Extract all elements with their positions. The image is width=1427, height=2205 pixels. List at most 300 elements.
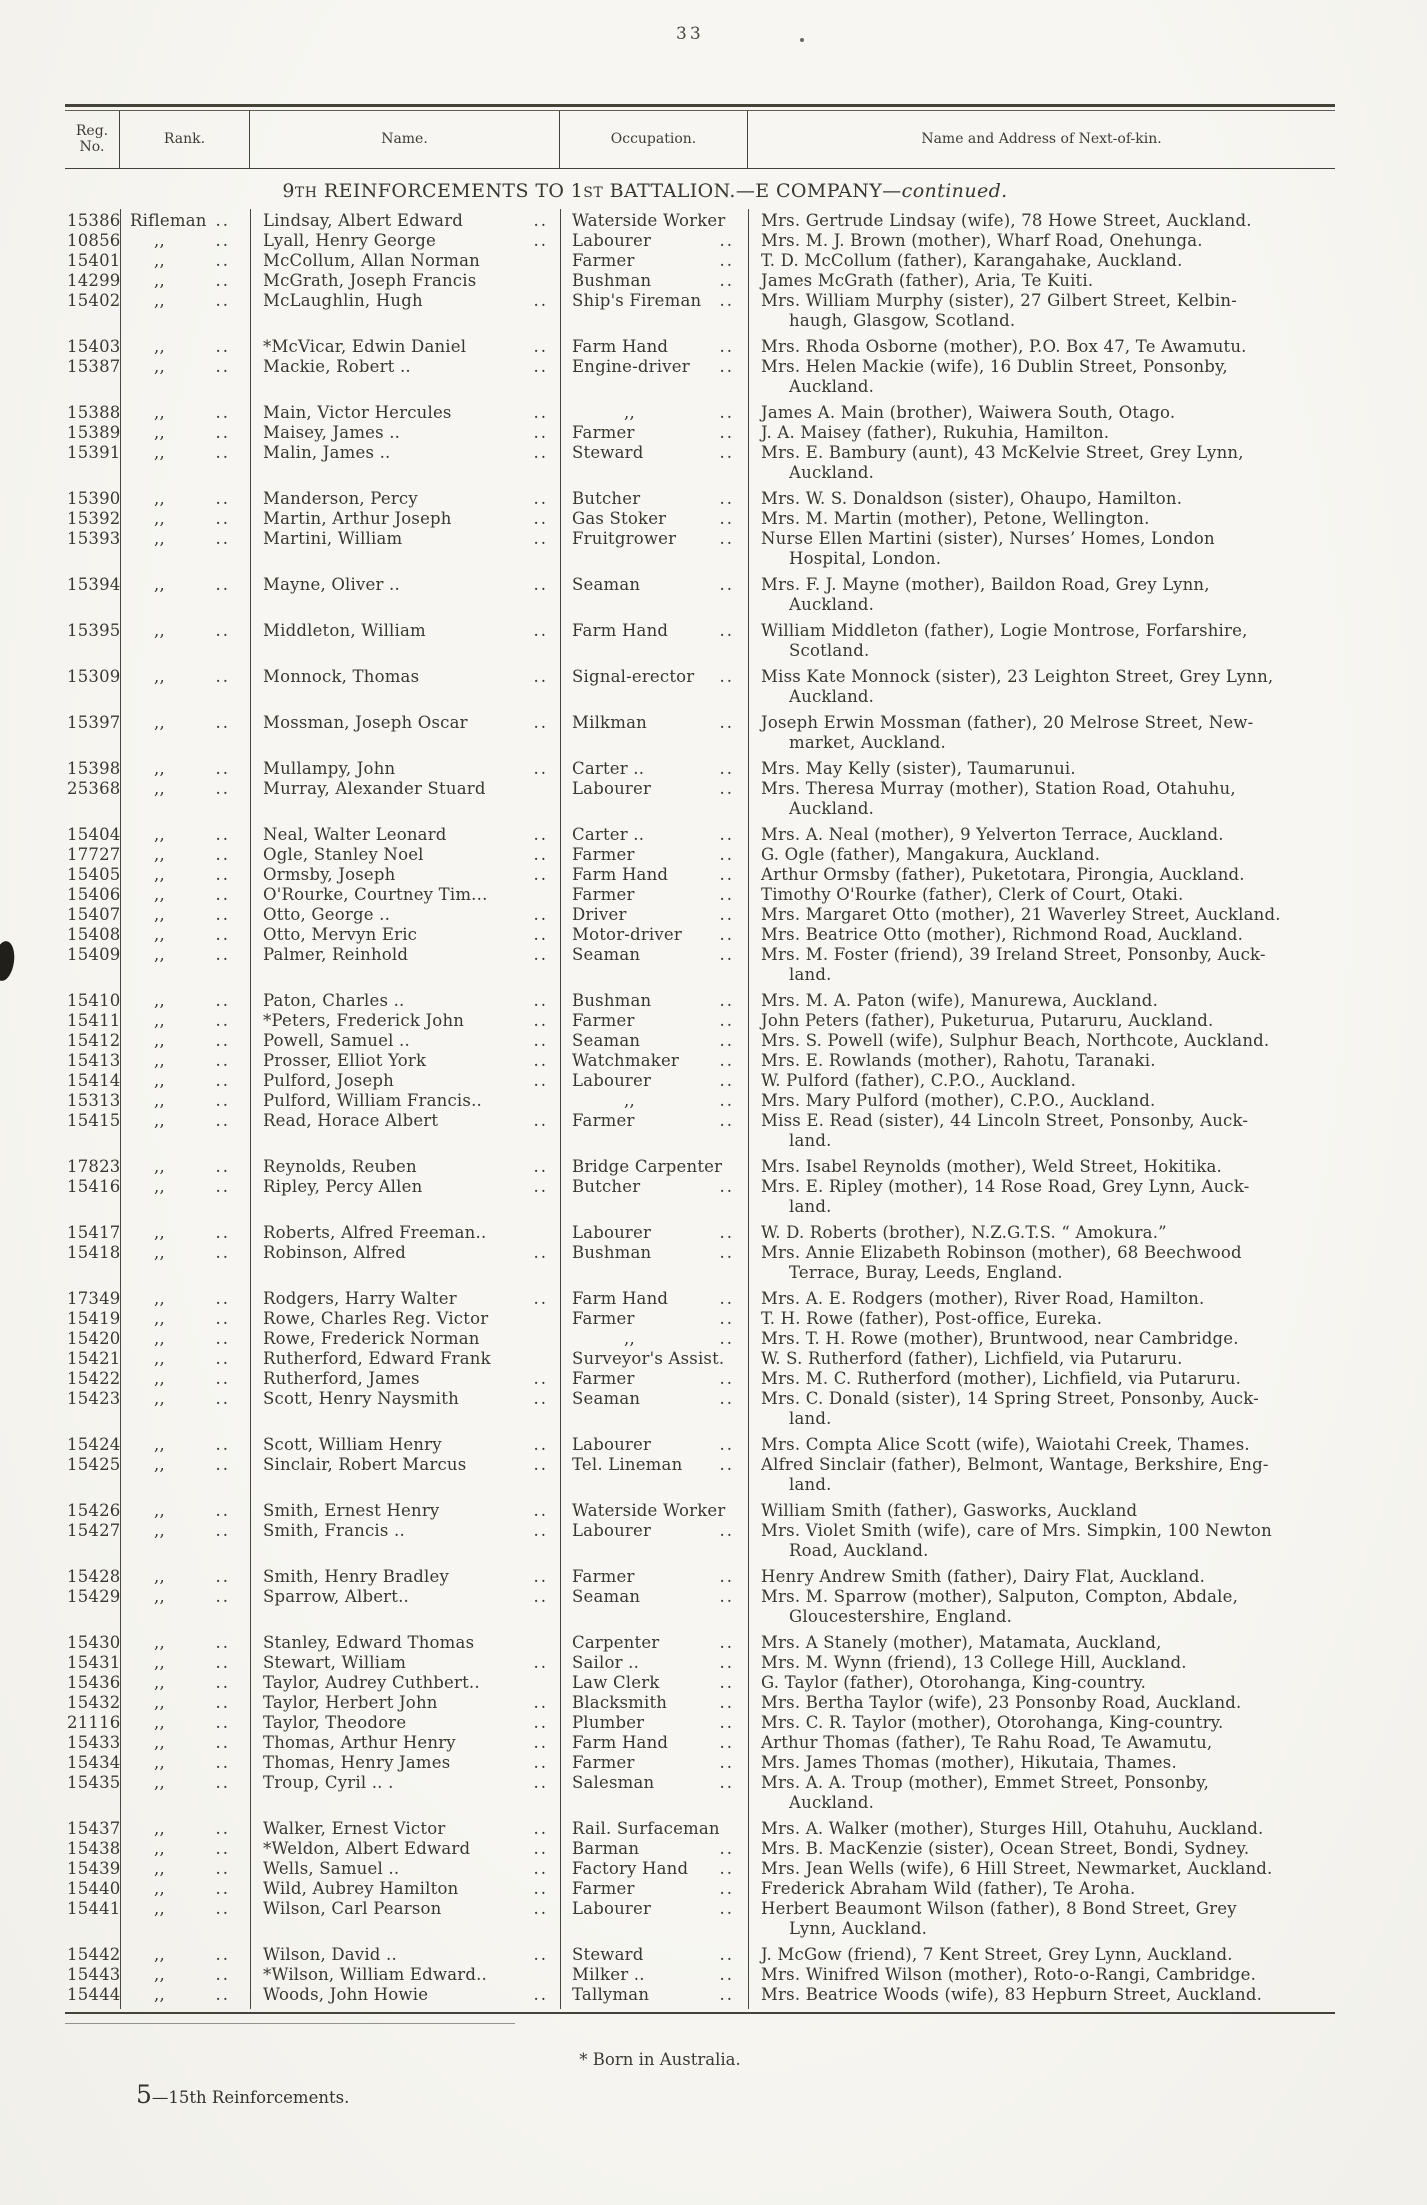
header-name: Name. [250, 111, 560, 168]
leader-dots: .. [719, 1839, 734, 1859]
name-value: Palmer, Reinhold [263, 945, 409, 965]
next-of-kin-cell [748, 1349, 1335, 1369]
leader-dots: .. [719, 1223, 734, 1243]
name-value: Ripley, Percy Allen [263, 1177, 423, 1197]
occupation-cell [560, 991, 748, 1011]
next-of-kin-line: land. [789, 1197, 832, 1217]
rank-cell [120, 231, 250, 251]
section-title [10, 169, 1280, 209]
next-of-kin-cell [748, 667, 1335, 707]
leader-dots: .. [719, 443, 734, 463]
occupation-value: Seaman [572, 1587, 641, 1607]
leader-dots: .. [719, 1859, 734, 1879]
next-of-kin-cell [748, 621, 1335, 661]
reg-no-cell: 15392 [67, 509, 121, 529]
leader-dots: .. [533, 1753, 548, 1773]
next-of-kin-line: Miss E. Read (sister), 44 Lincoln Street, Ponsonby, Auck- [761, 1111, 1249, 1131]
leader-dots: .. [533, 423, 548, 443]
occupation-cell [560, 1713, 748, 1733]
next-of-kin-cell [748, 1965, 1335, 1985]
next-of-kin-cell [748, 231, 1335, 251]
reg-no-cell: 15407 [67, 905, 121, 925]
rank-value: ,, [154, 575, 165, 595]
table-row [65, 1567, 1335, 1587]
name-value: Taylor, Theodore [263, 1713, 407, 1733]
occupation-value: Steward [572, 1945, 644, 1965]
next-of-kin-line: Arthur Thomas (father), Te Rahu Road, Te Awamutu, [761, 1733, 1213, 1753]
next-of-kin-cell [748, 825, 1335, 845]
rank-value: ,, [154, 1819, 165, 1839]
name-cell [250, 575, 560, 615]
rank-cell [120, 1309, 250, 1329]
name-value: Lindsay, Albert Edward [263, 211, 464, 231]
name-cell [250, 1071, 560, 1091]
rank-value: ,, [154, 1369, 165, 1389]
rank-cell [120, 945, 250, 985]
leader-dots: .. [719, 1653, 734, 1673]
next-of-kin-line: W. Pulford (father), C.P.O., Auckland. [761, 1071, 1077, 1091]
name-value: McLaughlin, Hugh [263, 291, 423, 311]
name-value: McCollum, Allan Norman [263, 251, 480, 271]
rank-cell [120, 1071, 250, 1091]
rank-value: ,, [154, 1051, 165, 1071]
name-cell [250, 1773, 560, 1813]
rank-value: ,, [154, 1753, 165, 1773]
leader-dots: .. [719, 865, 734, 885]
next-of-kin-line: Mrs. Compta Alice Scott (wife), Waiotahi Creek, Thames. [761, 1435, 1250, 1455]
name-value: Thomas, Arthur Henry [263, 1733, 456, 1753]
next-of-kin-cell [748, 1633, 1335, 1653]
rank-value: ,, [154, 1633, 165, 1653]
next-of-kin-cell [748, 1773, 1335, 1813]
rank-value: ,, [154, 291, 165, 311]
next-of-kin-line: Gloucestershire, England. [789, 1607, 1013, 1627]
leader-dots: .. [533, 529, 548, 549]
table-row [65, 1879, 1335, 1899]
name-cell [250, 991, 560, 1011]
next-of-kin-line: Auckland. [789, 595, 875, 615]
occupation-value: ,, [624, 1091, 635, 1111]
table-row [65, 667, 1335, 707]
occupation-cell [560, 1819, 748, 1839]
reg-no-cell: 17349 [67, 1289, 121, 1309]
next-of-kin-line: Mrs. E. Ripley (mother), 14 Rose Road, Grey Lynn, Auck- [761, 1177, 1250, 1197]
name-value: Scott, William Henry [263, 1435, 442, 1455]
name-cell [250, 621, 560, 661]
name-value: *Weldon, Albert Edward [263, 1839, 471, 1859]
rank-cell [120, 1819, 250, 1839]
rank-cell [120, 1879, 250, 1899]
table-row [65, 1289, 1335, 1309]
leader-dots: .. [719, 779, 734, 799]
rank-cell [120, 1521, 250, 1561]
rank-value: ,, [154, 403, 165, 423]
leader-dots: .. [533, 1455, 548, 1475]
next-of-kin-line: Mrs. A. Neal (mother), 9 Yelverton Terrace, Auckland. [761, 825, 1224, 845]
name-cell [250, 271, 560, 291]
occupation-cell [560, 1031, 748, 1051]
leader-dots: .. [215, 1693, 230, 1713]
rank-cell [120, 403, 250, 423]
occupation-cell [560, 1435, 748, 1455]
next-of-kin-cell [748, 905, 1335, 925]
rank-cell [120, 1859, 250, 1879]
next-of-kin-line: John Peters (father), Puketurua, Putaruru, Auckland. [761, 1011, 1214, 1031]
occupation-cell [560, 1633, 748, 1653]
name-value: *Peters, Frederick John [263, 1011, 465, 1031]
leader-dots: .. [719, 905, 734, 925]
occupation-cell [560, 1567, 748, 1587]
leader-dots: .. [719, 1435, 734, 1455]
next-of-kin-cell [748, 271, 1335, 291]
occupation-cell [560, 1011, 748, 1031]
leader-dots: .. [533, 1859, 548, 1879]
leader-dots: .. [719, 489, 734, 509]
name-cell [250, 1157, 560, 1177]
table-row [65, 1693, 1335, 1713]
leader-dots: .. [719, 231, 734, 251]
name-value: Wild, Aubrey Hamilton [263, 1879, 459, 1899]
rank-cell [120, 1633, 250, 1653]
leader-dots: .. [215, 1653, 230, 1673]
occupation-value: Farmer [572, 1369, 635, 1389]
leader-dots: .. [533, 865, 548, 885]
name-value: Rodgers, Harry Walter [263, 1289, 457, 1309]
reg-no-cell: 15405 [67, 865, 121, 885]
title-continued: continued. [901, 180, 1008, 203]
reg-no-cell: 21116 [67, 1713, 121, 1733]
occupation-value: Watchmaker [572, 1051, 679, 1071]
reg-no-cell: 15425 [67, 1455, 121, 1475]
next-of-kin-line: Mrs. Jean Wells (wife), 6 Hill Street, Newmarket, Auckland. [761, 1859, 1273, 1879]
footer-signature-number: 5 [136, 2080, 152, 2109]
next-of-kin-line: Mrs. M. Wynn (friend), 13 College Hill, Auckland. [761, 1653, 1187, 1673]
name-value: Stewart, William [263, 1653, 407, 1673]
table-row [65, 925, 1335, 945]
leader-dots: .. [215, 825, 230, 845]
next-of-kin-cell [748, 1329, 1335, 1349]
rank-value: ,, [154, 1435, 165, 1455]
name-value: Powell, Samuel .. [263, 1031, 410, 1051]
table-row [65, 779, 1335, 819]
occupation-value: Factory Hand [572, 1859, 689, 1879]
name-value: Mackie, Robert .. [263, 357, 411, 377]
next-of-kin-line: Mrs. Violet Smith (wife), care of Mrs. Simpkin, 100 Newton [761, 1521, 1272, 1541]
next-of-kin-cell [748, 1369, 1335, 1389]
rank-cell [120, 845, 250, 865]
reg-no-cell: 15404 [67, 825, 121, 845]
reg-no-cell: 15408 [67, 925, 121, 945]
name-cell [250, 1011, 560, 1031]
leader-dots: .. [215, 1521, 230, 1541]
leader-dots: .. [215, 885, 230, 905]
rank-cell [120, 1349, 250, 1369]
next-of-kin-line: Nurse Ellen Martini (sister), Nurses’ Homes, London [761, 529, 1215, 549]
next-of-kin-line: Mrs. Winifred Wilson (mother), Roto-o-Rangi, Cambridge. [761, 1965, 1257, 1985]
leader-dots: .. [533, 1653, 548, 1673]
next-of-kin-cell [748, 779, 1335, 819]
name-cell [250, 1819, 560, 1839]
next-of-kin-cell [748, 713, 1335, 753]
rank-cell [120, 1567, 250, 1587]
name-cell [250, 845, 560, 865]
occupation-cell [560, 1673, 748, 1693]
next-of-kin-line: James McGrath (father), Aria, Te Kuiti. [761, 271, 1094, 291]
name-cell [250, 489, 560, 509]
rank-value: ,, [154, 825, 165, 845]
leader-dots: .. [215, 1713, 230, 1733]
rank-cell [120, 211, 250, 231]
leader-dots: .. [719, 1773, 734, 1793]
next-of-kin-cell [748, 1567, 1335, 1587]
rank-value: ,, [154, 1587, 165, 1607]
leader-dots: .. [533, 1111, 548, 1131]
leader-dots: .. [719, 1521, 734, 1541]
leader-dots: .. [533, 1879, 548, 1899]
name-cell [250, 1653, 560, 1673]
leader-dots: .. [215, 291, 230, 311]
occupation-value: Law Clerk [572, 1673, 660, 1693]
name-cell [250, 403, 560, 423]
table-row [65, 1633, 1335, 1653]
occupation-value: Farmer [572, 1879, 635, 1899]
table-row [65, 825, 1335, 845]
name-value: Rowe, Charles Reg. Victor [263, 1309, 489, 1329]
leader-dots: .. [533, 443, 548, 463]
occupation-cell [560, 905, 748, 925]
rank-cell [120, 1773, 250, 1813]
rank-cell [120, 825, 250, 845]
leader-dots: .. [215, 1733, 230, 1753]
name-cell [250, 759, 560, 779]
occupation-cell [560, 1349, 748, 1369]
rank-value: ,, [154, 1329, 165, 1349]
next-of-kin-line: Mrs. C. Donald (sister), 14 Spring Street, Ponsonby, Auck- [761, 1389, 1259, 1409]
next-of-kin-cell [748, 1157, 1335, 1177]
occupation-value: Plumber [572, 1713, 645, 1733]
leader-dots: .. [215, 925, 230, 945]
rank-cell [120, 443, 250, 483]
leader-dots: .. [719, 1369, 734, 1389]
next-of-kin-cell [748, 1713, 1335, 1733]
table-bottom-rule [65, 2012, 1335, 2014]
next-of-kin-line: Mrs. Rhoda Osborne (mother), P.O. Box 47, Te Awamutu. [761, 337, 1247, 357]
name-cell [250, 825, 560, 845]
reg-no-cell: 15424 [67, 1435, 121, 1455]
rank-value: ,, [154, 1501, 165, 1521]
next-of-kin-line: Miss Kate Monnock (sister), 23 Leighton Street, Grey Lynn, [761, 667, 1274, 687]
leader-dots: .. [215, 713, 230, 733]
reg-no-cell: 15413 [67, 1051, 121, 1071]
reg-no-cell: 15438 [67, 1839, 121, 1859]
table-row [65, 1309, 1335, 1329]
rank-value: ,, [154, 1945, 165, 1965]
leader-dots: .. [215, 1945, 230, 1965]
name-value: Paton, Charles .. [263, 991, 405, 1011]
next-of-kin-line: Mrs. M. A. Paton (wife), Manurewa, Auckland. [761, 991, 1159, 1011]
name-value: Martini, William [263, 529, 403, 549]
leader-dots: .. [533, 1071, 548, 1091]
table-header-row [65, 111, 1335, 168]
reg-no-cell: 15402 [67, 291, 121, 311]
reg-no-cell: 15411 [67, 1011, 121, 1031]
occupation-cell [560, 1985, 748, 2005]
occupation-cell [560, 945, 748, 985]
reg-no-cell: 15433 [67, 1733, 121, 1753]
next-of-kin-line: Mrs. Theresa Murray (mother), Station Road, Otahuhu, [761, 779, 1236, 799]
name-cell [250, 1309, 560, 1329]
next-of-kin-cell [748, 1031, 1335, 1051]
leader-dots: .. [215, 1773, 230, 1793]
next-of-kin-cell [748, 357, 1335, 397]
leader-dots: .. [215, 1435, 230, 1455]
occupation-value: Seaman [572, 1389, 641, 1409]
column-divider [748, 209, 749, 2009]
printer-footer [136, 2080, 349, 2109]
rank-value: ,, [154, 1965, 165, 1985]
next-of-kin-cell [748, 885, 1335, 905]
occupation-value: Salesman [572, 1773, 655, 1793]
leader-dots: .. [215, 905, 230, 925]
name-value: Stanley, Edward Thomas [263, 1633, 475, 1653]
table-row [65, 1673, 1335, 1693]
leader-dots: .. [533, 1819, 548, 1839]
reg-no-cell: 15409 [67, 945, 121, 965]
occupation-value: Surveyor's Assist. [572, 1349, 725, 1369]
next-of-kin-line: Mrs. M. Foster (friend), 39 Ireland Street, Ponsonby, Auck- [761, 945, 1266, 965]
reg-no-cell: 15422 [67, 1369, 121, 1389]
name-cell [250, 1633, 560, 1653]
rank-cell [120, 991, 250, 1011]
occupation-cell [560, 509, 748, 529]
rank-value: ,, [154, 1713, 165, 1733]
leader-dots: .. [533, 231, 548, 251]
leader-dots: .. [215, 1859, 230, 1879]
name-value: Sinclair, Robert Marcus [263, 1455, 467, 1475]
table-row [65, 1899, 1335, 1939]
rank-cell [120, 1753, 250, 1773]
name-cell [250, 291, 560, 331]
reg-no-cell: 15431 [67, 1653, 121, 1673]
next-of-kin-cell [748, 1243, 1335, 1283]
name-cell [250, 1839, 560, 1859]
next-of-kin-cell [748, 211, 1335, 231]
rank-value: ,, [154, 423, 165, 443]
reg-no-cell: 15419 [67, 1309, 121, 1329]
next-of-kin-line: Mrs. C. R. Taylor (mother), Otorohanga, King-country. [761, 1713, 1224, 1733]
rank-value: ,, [154, 865, 165, 885]
next-of-kin-cell [748, 1111, 1335, 1151]
next-of-kin-line: Mrs. A. E. Rodgers (mother), River Road, Hamilton. [761, 1289, 1205, 1309]
leader-dots: .. [533, 1051, 548, 1071]
leader-dots: .. [533, 357, 548, 377]
rank-cell [120, 337, 250, 357]
occupation-value: Sailor .. [572, 1653, 640, 1673]
leader-dots: .. [215, 1011, 230, 1031]
leader-dots: .. [719, 357, 734, 377]
next-of-kin-line: Mrs. F. J. Mayne (mother), Baildon Road, Grey Lynn, [761, 575, 1210, 595]
occupation-cell [560, 1501, 748, 1521]
leader-dots: .. [533, 489, 548, 509]
occupation-cell [560, 529, 748, 569]
name-cell [250, 1965, 560, 1985]
name-value: Scott, Henry Naysmith [263, 1389, 459, 1409]
rank-value: ,, [154, 529, 165, 549]
occupation-cell [560, 231, 748, 251]
next-of-kin-cell [748, 403, 1335, 423]
reg-no-cell: 15403 [67, 337, 121, 357]
reg-no-cell: 15435 [67, 1773, 121, 1793]
leader-dots: .. [215, 1091, 230, 1111]
leader-dots: .. [215, 1839, 230, 1859]
occupation-cell [560, 1389, 748, 1429]
occupation-cell [560, 621, 748, 661]
next-of-kin-line: W. S. Rutherford (father), Lichfield, via Putaruru. [761, 1349, 1183, 1369]
table-row [65, 231, 1335, 251]
leader-dots: .. [215, 1309, 230, 1329]
occupation-value: Farmer [572, 885, 635, 905]
next-of-kin-line: Mrs. Mary Pulford (mother), C.P.O., Auckland. [761, 1091, 1156, 1111]
leader-dots: .. [719, 575, 734, 595]
leader-dots: .. [533, 509, 548, 529]
next-of-kin-line: Arthur Ormsby (father), Puketotara, Pirongia, Auckland. [761, 865, 1245, 885]
name-cell [250, 1389, 560, 1429]
next-of-kin-cell [748, 759, 1335, 779]
reg-no-cell: 15410 [67, 991, 121, 1011]
next-of-kin-cell [748, 1879, 1335, 1899]
name-value: Thomas, Henry James [263, 1753, 451, 1773]
leader-dots: .. [215, 423, 230, 443]
rank-value: ,, [154, 621, 165, 641]
name-value: Neal, Walter Leonard [263, 825, 447, 845]
next-of-kin-line: haugh, Glasgow, Scotland. [789, 311, 1016, 331]
next-of-kin-line: Alfred Sinclair (father), Belmont, Wantage, Berkshire, Eng- [761, 1455, 1269, 1475]
rank-cell [120, 1455, 250, 1495]
table-row [65, 403, 1335, 423]
name-cell [250, 1455, 560, 1495]
roster-table [65, 104, 1335, 2069]
leader-dots: .. [215, 529, 230, 549]
occupation-value: Waterside Worker [572, 1501, 726, 1521]
rank-value: ,, [154, 1389, 165, 1409]
table-row [65, 1587, 1335, 1627]
reg-no-cell: 15386 [67, 211, 121, 231]
leader-dots: .. [719, 1031, 734, 1051]
leader-dots: .. [719, 1455, 734, 1475]
occupation-cell [560, 1223, 748, 1243]
occupation-value: Farmer [572, 845, 635, 865]
leader-dots: .. [215, 1567, 230, 1587]
next-of-kin-cell [748, 1839, 1335, 1859]
occupation-cell [560, 865, 748, 885]
occupation-cell [560, 1839, 748, 1859]
leader-dots: .. [719, 1567, 734, 1587]
next-of-kin-cell [748, 1071, 1335, 1091]
rank-value: ,, [154, 489, 165, 509]
next-of-kin-line: Mrs. W. S. Donaldson (sister), Ohaupo, Hamilton. [761, 489, 1183, 509]
leader-dots: .. [215, 667, 230, 687]
reg-no-cell: 15401 [67, 251, 121, 271]
rank-cell [120, 1673, 250, 1693]
rank-cell [120, 1733, 250, 1753]
title-part: TH [294, 185, 318, 202]
leader-dots: .. [533, 1985, 548, 2005]
table-row [65, 1091, 1335, 1111]
name-cell [250, 713, 560, 753]
rank-value: ,, [154, 1521, 165, 1541]
column-divider [560, 209, 561, 2009]
table-row [65, 1773, 1335, 1813]
